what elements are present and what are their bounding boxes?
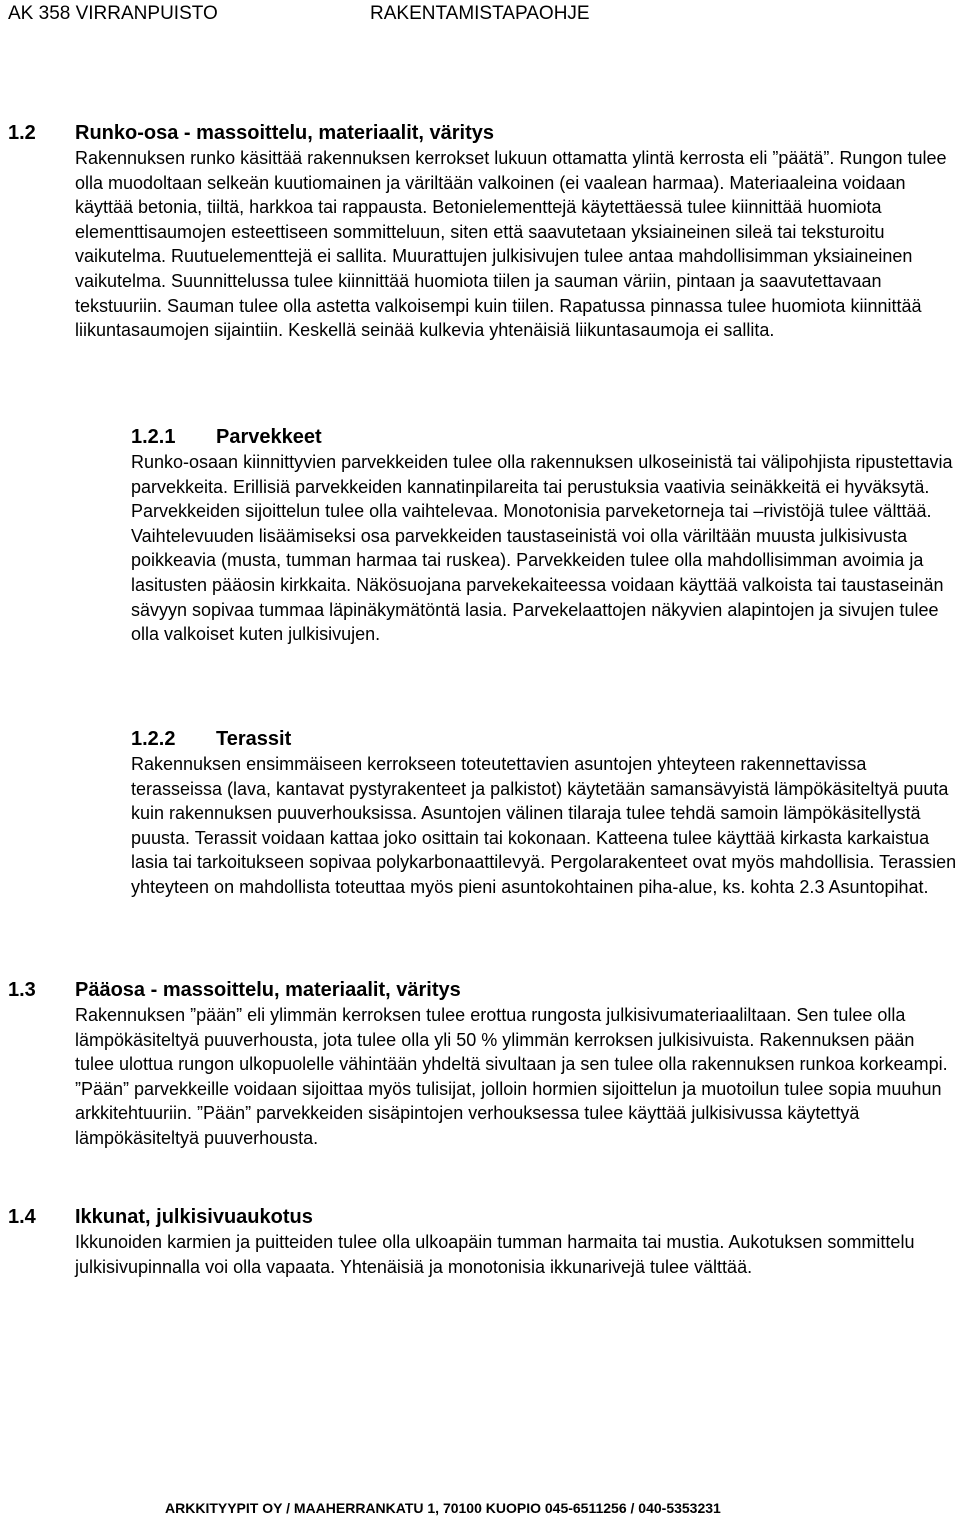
header-project: AK 358 VIRRANPUISTO [8,3,218,24]
section-text: Ikkunoiden karmien ja puitteiden tulee olla ulkoapäin tumman harmaita tai mustia. Aukotuksen sommittelu julkisivupinnalla voi olla vapaata. Yhtenäisiä ja monotonisia ikkunarivejä tulee välttää. [75,1232,915,1277]
section-1-3 [0,977,960,1151]
section-title: Ikkunat, julkisivuaukotus [75,1206,313,1228]
section-number: 1.4 [8,1206,36,1228]
section-text: Rakennuksen ”pään” eli ylimmän kerroksen tulee erottua rungosta julkisivumateriaaliltaan. Sen tulee olla lämpökäsiteltyä puuverhousta, jota tulee olla yli 50 % ylimmän kerroksen julkisivuista. Rakennuksen pään tulee ulottua rungon ulkopuolelle vähintään yhdeltä sivultaan ja sen tulee olla rakennuksen runkoa korkeampi. ”Pään” parvekkeille voidaan sijoittaa myös tulisijat, jolloin hormien sijoittelun ja muotoilun tulee sopia muuhun arkkitehtuuriin. ”Pään” parvekkeiden sisäpintojen verhouksessa tulee käyttää julkisivussa käytettyä lämpökäsiteltyä puuverhousta. [75,1005,948,1148]
subsection-text: Rakennuksen ensimmäiseen kerrokseen toteutettavien asuntojen yhteyteen rakennettavissa terasseissa (lava, kantavat pystyrakenteet ja palkistot) käytetään samansävyistä lämpökäsiteltyä puuta kuin rakennuksen puuverhouksissa. Asuntojen välinen tilaraja tulee tehdä samoin lämpökäsitellystä puusta. Terassit voidaan kattaa joko osittain tai kokonaan. Katteena tulee käyttää kirkasta karkaistua lasia tai tarkoitukseen sopivaa polykarbonaattilevyä. Pergolarakenteet ovat myös mahdollisia. Terassien yhteyteen on mahdollista toteuttaa myös pieni asuntokohtainen piha-alue, ks. kohta 2.3 Asuntopihat. [131,754,957,897]
page-footer: ARKKITYYPIT OY / MAAHERRANKATU 1, 70100 KUOPIO 045-6511256 / 040-5353231 [165,1500,721,1516]
subsection-heading [0,726,960,752]
section-1-4 [0,1204,960,1279]
section-text: Rakennuksen runko käsittää rakennuksen kerrokset lukuun ottamatta ylintä kerrosta eli ”päätä”. Rungon tulee olla muodoltaan selkeän kuutiomainen ja väriltään valkoinen (ei vaalean harmaa). Materiaaleina voidaan käyttää betonia, tiiltä, harkkoa tai rappausta. Betonielementtejä käytettäessä tulee kiinnittää huomiota elementtisaumojen esteettiseen sommitteluun, siten että saavutetaan yksiaineinen sileä tai teksturoitu vaikutelma. Ruutuelementtejä ei sallita. Muurattujen julkisivujen tulee antaa mahdollisimman yksiaineinen vaikutelma. Suunnittelussa tulee kiinnittää huomiota tiilen ja sauman väriin, pintaan ja saavutettavaan tekstuuriin. Sauman tulee olla astetta valkoisempi kuin tiilen. Rapatussa pinnassa tulee huomiota kiinnittää liikuntasaumojen sijaintiin. Keskellä seinää kulkevia yhtenäisiä liikuntasaumoja ei sallita. [75,148,947,341]
subsection-text: Runko-osaan kiinnittyvien parvekkeiden tulee olla rakennuksen ulkoseinistä tai välipohjista ripustettavia parvekkeita. Erillisiä parvekkeiden kannatinpilareita tai perustuksia vaativia seinäkkeitä ei hyväksytä. Parvekkeiden sijoittelun tulee olla vaihtelevaa. Monotonisia parveketorneja tai –rivistöjä tulee välttää. Vaihtelevuuden lisäämiseksi osa parvekkeiden taustaseinistä voi olla väriltään muusta julkisivusta poikkeavia (musta, tumman harmaa tai ruskea). Parvekkeiden tulee olla mahdollisimman avoimia ja lasitusten pääosin kirkkaita. Näkösuojana parvekekaiteessa voidaan käyttää valkoista tai taustaseinän sävyyn sopivaa tummaa läpinäkymätöntä lasia. Parvekelaattojen näkyvien alapintojen ja sivujen tulee olla valkoiset kuten julkisivujen. [131,452,953,645]
header-doc-type: RAKENTAMISTAPAOHJE [370,3,590,24]
subsection-number: 1.2.1 [131,426,176,448]
section-heading [0,977,960,1003]
subsection-title: Parvekkeet [216,426,322,448]
section-title: Pääosa - massoittelu, materiaalit, väritys [75,979,461,1001]
page-header [0,2,960,26]
section-number: 1.2 [8,122,36,144]
section-1-2-2 [0,726,960,900]
section-1-2 [0,120,960,343]
subsection-title: Terassit [216,728,292,750]
section-title: Runko-osa - massoittelu, materiaalit, väritys [75,122,495,144]
section-heading [0,120,960,146]
subsection-heading [0,424,960,450]
section-heading [0,1204,960,1230]
subsection-number: 1.2.2 [131,728,176,750]
section-1-2-1 [0,424,960,647]
section-number: 1.3 [8,979,36,1001]
